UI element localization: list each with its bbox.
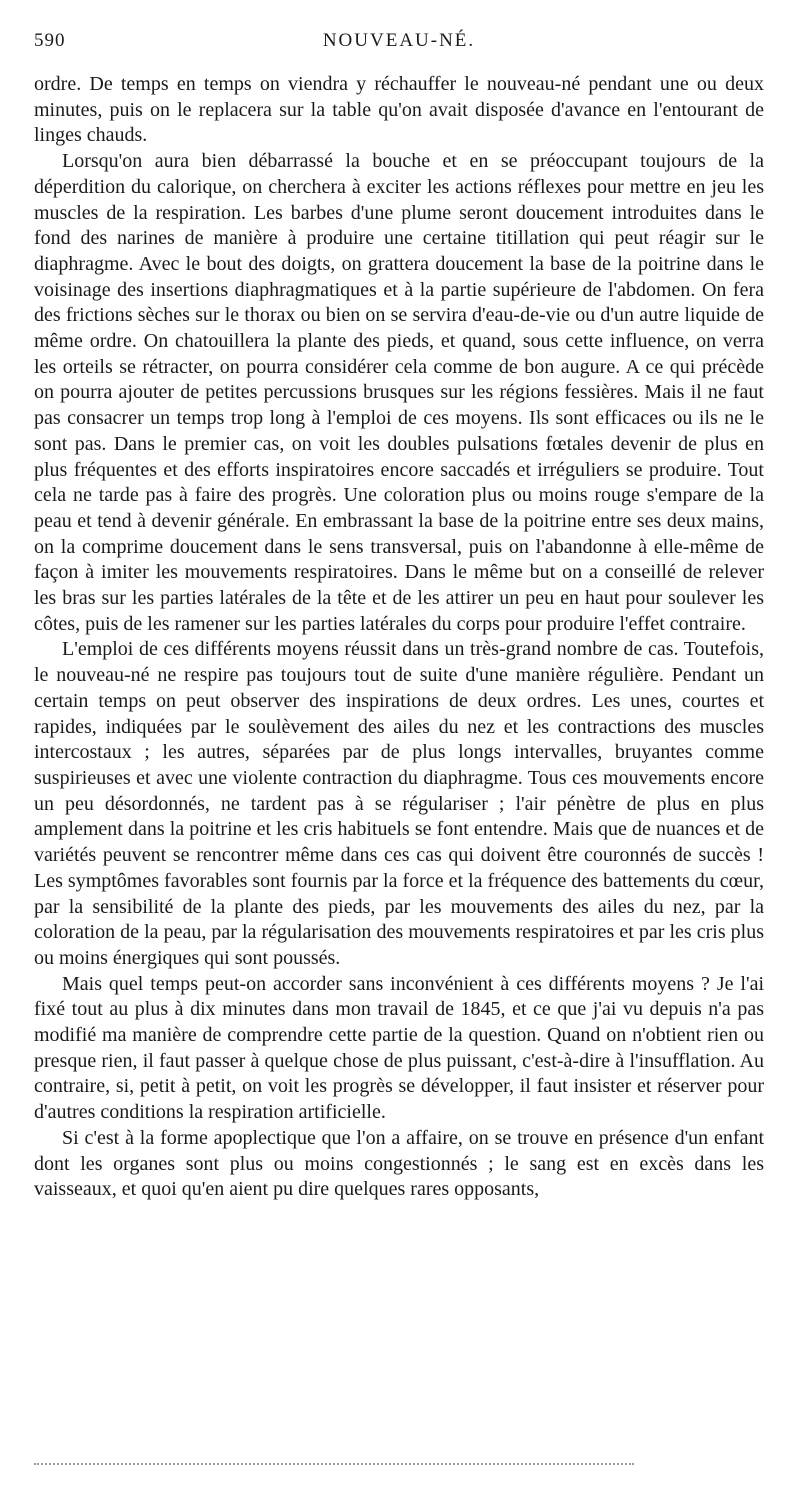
- paragraph-continuation: ordre. De temps en temps on viendra y réchauffer le nouveau-né pendant une ou deux minutes, puis on le replacera sur la table qu'on avait disposée d'avance en l'entourant de linges chauds.: [34, 73, 764, 147]
- paragraph: L'emploi de ces différents moyens réussit dans un très-grand nombre de cas. Toutefois, le nouveau-né ne respire pas toujours tout de suite d'une manière régulière. Pendant un certain temps on peut observer des inspirations de deux ordres. Les unes, courtes et rapides, indiquées par le soulèvement des ailes du nez et les contractions des muscles intercostaux ; les autres, séparées par de plus longs intervalles, bruyantes comme suspirieuses et avec une violente contraction du diaphragme. Tous ces mouvements encore un peu désordonnés, ne tardent pas à se régulariser ; l'air pénètre de plus en plus amplement dans la poitrine et les cris habituels se font entendre. Mais que de nuances et de variétés peuvent se rencontrer même dans ces cas qui doivent être couronnés de succès ! Les symptômes favorables sont fournis par la force et la fréquence des battements du cœur, par la sensibilité de la plante des pieds, par les mouvements des ailes du nez, par la coloration de la peau, par la régularisation des mouvements respiratoires et par les cris plus ou moins énergiques qui sont poussés.: [34, 638, 764, 969]
- running-title: NOUVEAU-NÉ.: [322, 30, 476, 51]
- page-header: [34, 30, 764, 58]
- body-text: [34, 72, 764, 1203]
- footer-dotted-rule: [34, 1463, 634, 1465]
- paragraph: Lorsqu'on aura bien débarrassé la bouche et en se préoccupant toujours de la déperdition du calorique, on cherchera à exciter les actions réflexes pour mettre en jeu les muscles de la respiration. Les barbes d'une plume seront doucement introduites dans le fond des narines de manière à produire une certaine titillation qui peut réagir sur le diaphragme. Avec le bout des doigts, on grattera doucement la base de la poitrine dans le voisinage des insertions diaphragmatiques et à la partie supérieure de l'abdomen. On fera des frictions sèches sur le thorax ou bien on se servira d'eau-de-vie ou d'un autre liquide de même ordre. On chatouillera la plante des pieds, et quand, sous cette influence, on verra les orteils se rétracter, on pourra considérer cela comme de bon augure. A ce qui précède on pourra ajouter de petites percussions brusques sur les régions fessières. Mais il ne faut pas consacrer un temps trop long à l'emploi de ces moyens. Ils sont efficaces ou ils ne le sont pas. Dans le premier cas, on voit les doubles pulsations fœtales devenir de plus en plus fréquentes et des efforts inspiratoires encore saccadés et irréguliers se produire. Tout cela ne tarde pas à faire des progrès. Une coloration plus ou moins rouge s'empare de la peau et tend à devenir générale. En embrassant la base de la poitrine entre ses deux mains, on la comprime doucement dans le sens transversal, puis on l'abandonne à elle-même de façon à imiter les mouvements respiratoires. Dans le même but on a conseillé de relever les bras sur les parties latérales de la tête et de les attirer un peu en haut pour soulever les côtes, puis de les ramener sur les parties latérales du corps pour produire l'effet contraire.: [34, 150, 764, 635]
- page-number: 590: [34, 30, 66, 51]
- paragraph: Si c'est à la forme apoplectique que l'on a affaire, on se trouve en présence d'un enfant dont les organes sont plus ou moins congestionnés ; le sang est en excès dans les vaisseaux, et quoi qu'en aient pu dire quelques rares opposants,: [34, 1126, 764, 1201]
- book-page: [34, 30, 764, 1203]
- paragraph: Mais quel temps peut-on accorder sans inconvénient à ces différents moyens ? Je l'ai fixé tout au plus à dix minutes dans mon travail de 1845, et ce que j'ai vu depuis n'a pas modifié ma manière de comprendre cette partie de la question. Quand on n'obtient rien ou presque rien, il faut passer à quelque chose de plus puissant, c'est-à-dire à l'insufflation. Au contraire, si, petit à petit, on voit les progrès se développer, il faut insister et réserver pour d'autres conditions la respiration artificielle.: [34, 972, 764, 1124]
